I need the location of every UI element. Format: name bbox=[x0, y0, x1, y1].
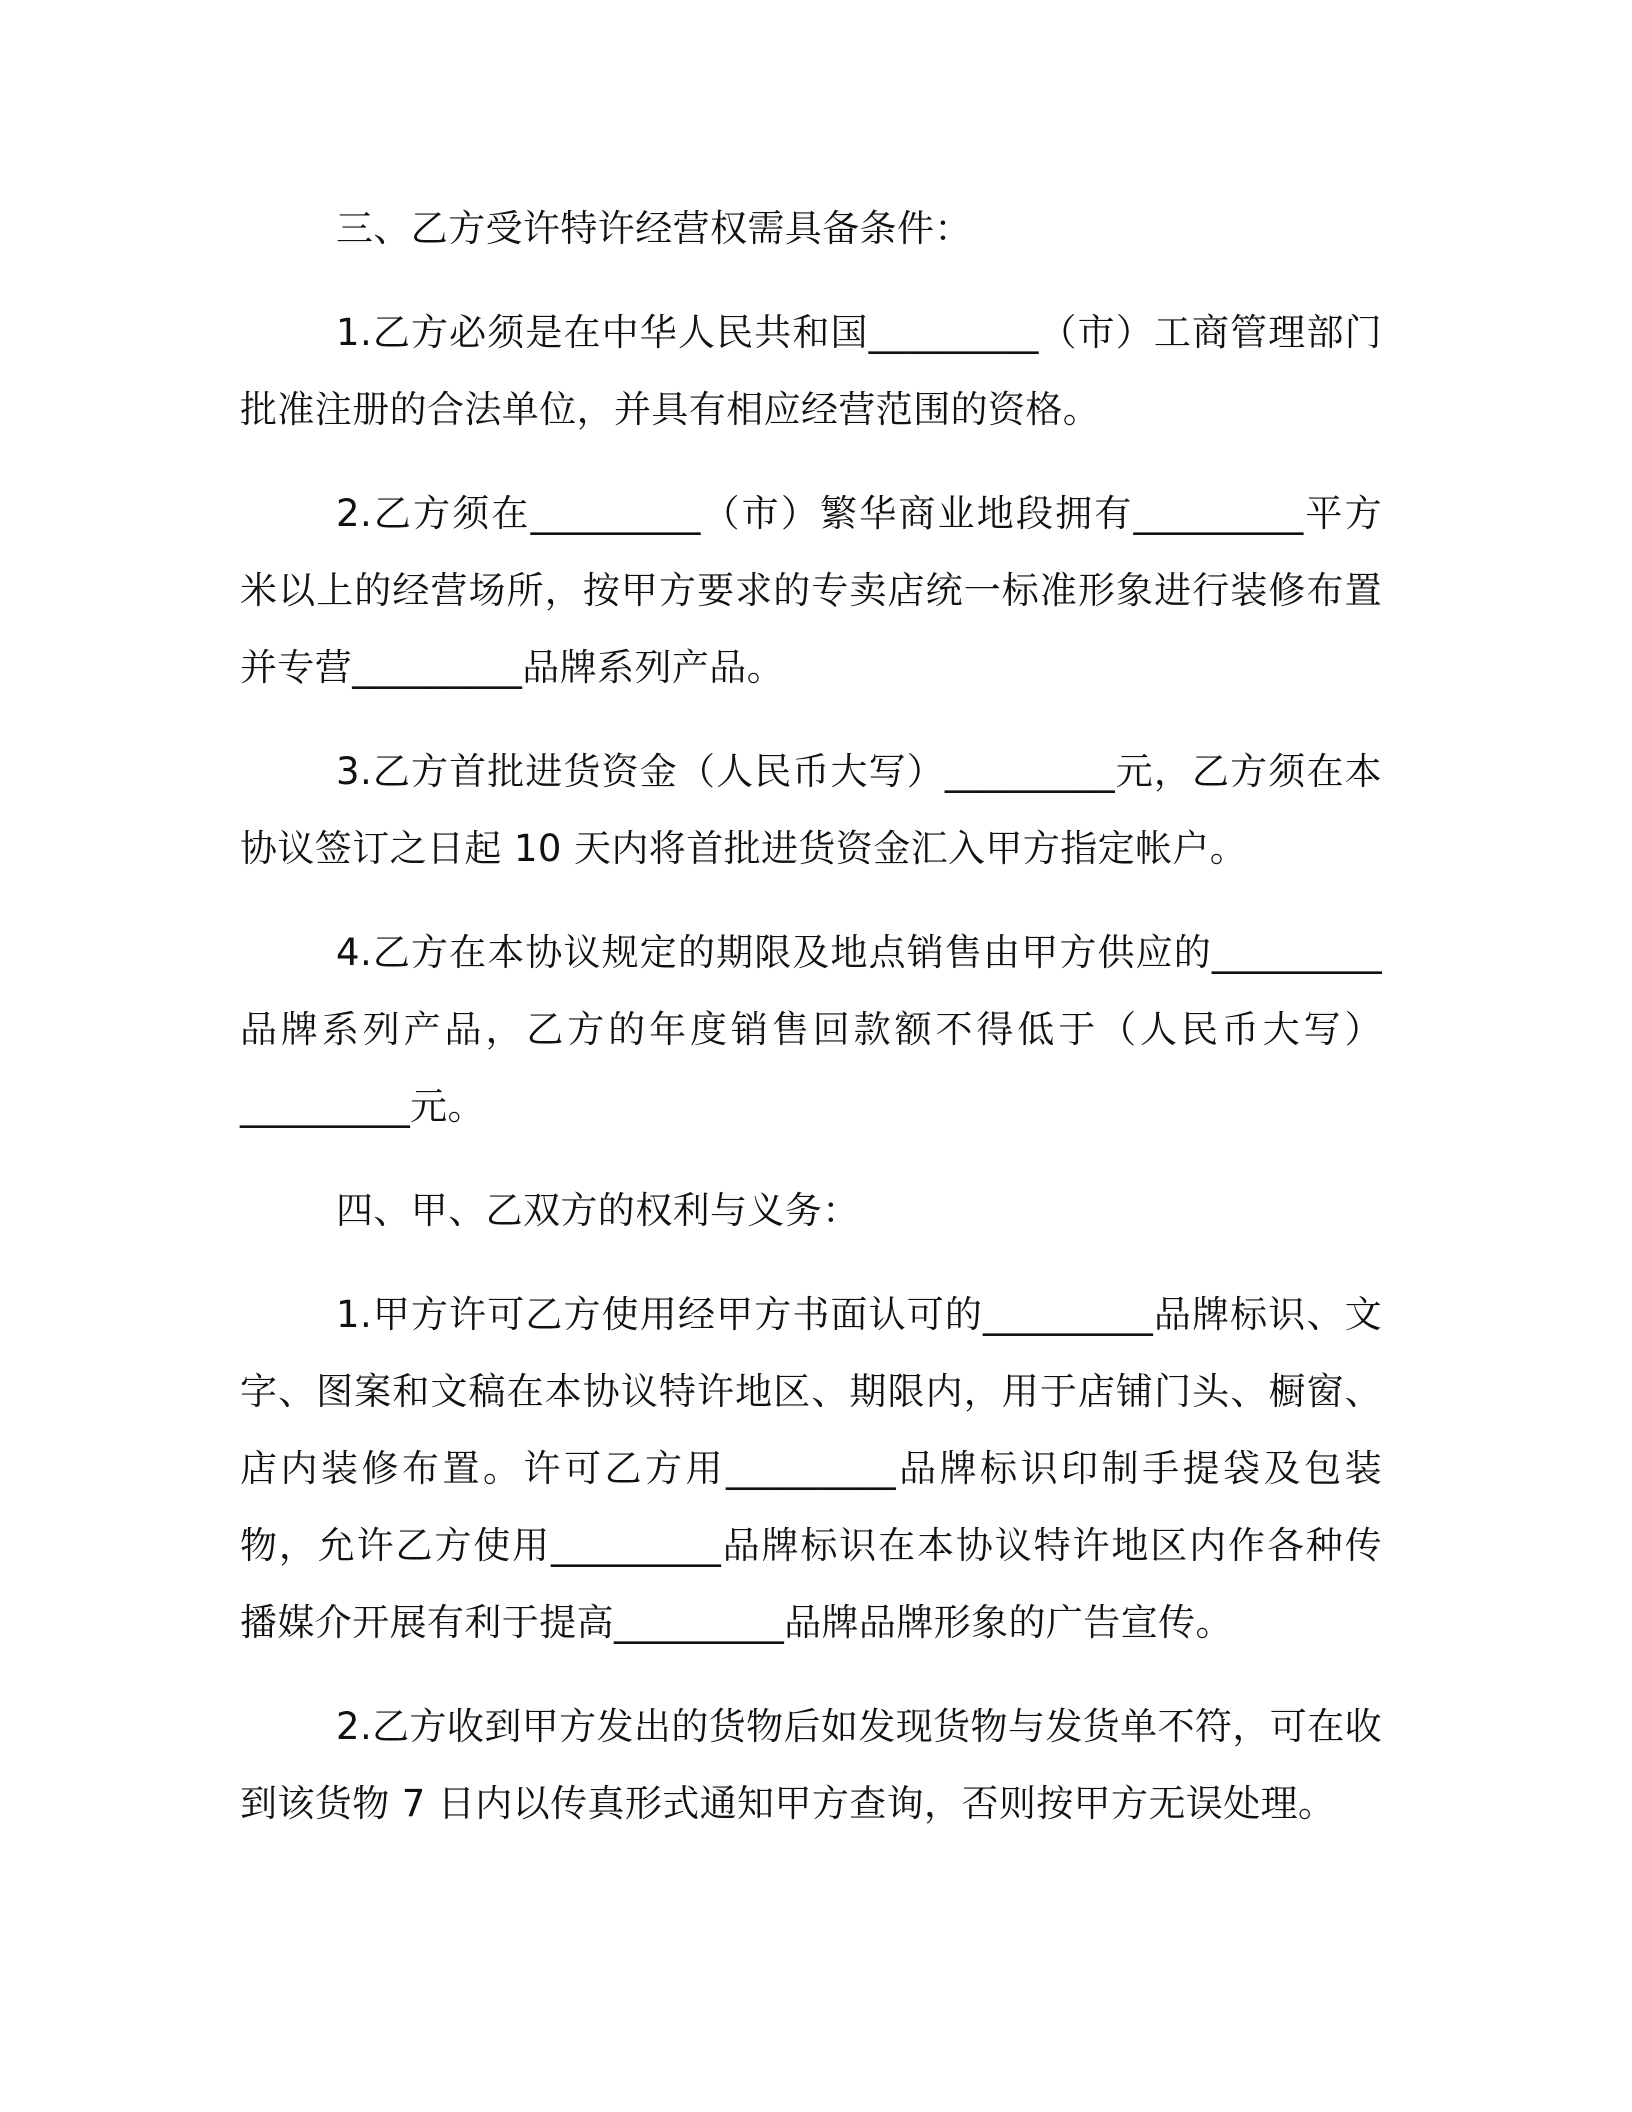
clause-3-4: 4.乙方在本协议规定的期限及地点销售由甲方供应的_________品牌系列产品，乙方的年度销售回款额不得低于（人民币大写）_________元。 bbox=[240, 931, 1382, 1128]
clause-3-3: 3.乙方首批进货资金（人民币大写）_________元，乙方须在本协议签订之日起 10 天内将首批进货资金汇入甲方指定帐户。 bbox=[240, 750, 1382, 870]
section-heading-3: 三、乙方受许特许经营权需具备条件： bbox=[336, 207, 972, 250]
clause-4-1: 1.甲方许可乙方使用经甲方书面认可的_________品牌标识、文字、图案和文稿在本协议特许地区、期限内，用于店铺门头、橱窗、店内装修布置。许可乙方用_________品牌标识印制手提袋及包装物，允许乙方使用_________品牌标识在本协议特许地区内作各种传播媒介开展有利于提高_________品牌品牌形象的广告宣传。 bbox=[240, 1293, 1382, 1644]
clause-4-2: 2.乙方收到甲方发出的货物后如发现货物与发货单不符，可在收到该货物 7 日内以传真形式通知甲方查询，否则按甲方无误处理。 bbox=[240, 1705, 1382, 1825]
clause-3-2: 2.乙方须在_________（市）繁华商业地段拥有_________平方米以上的经营场所，按甲方要求的专卖店统一标准形象进行装修布置并专营_________品牌系列产品。 bbox=[240, 492, 1382, 689]
document-page bbox=[240, 190, 1382, 1842]
section-heading-4: 四、甲、乙双方的权利与义务： bbox=[336, 1189, 860, 1232]
clause-3-1: 1.乙方必须是在中华人民共和国_________（市）工商管理部门批准注册的合法单位，并具有相应经营范围的资格。 bbox=[240, 311, 1382, 431]
